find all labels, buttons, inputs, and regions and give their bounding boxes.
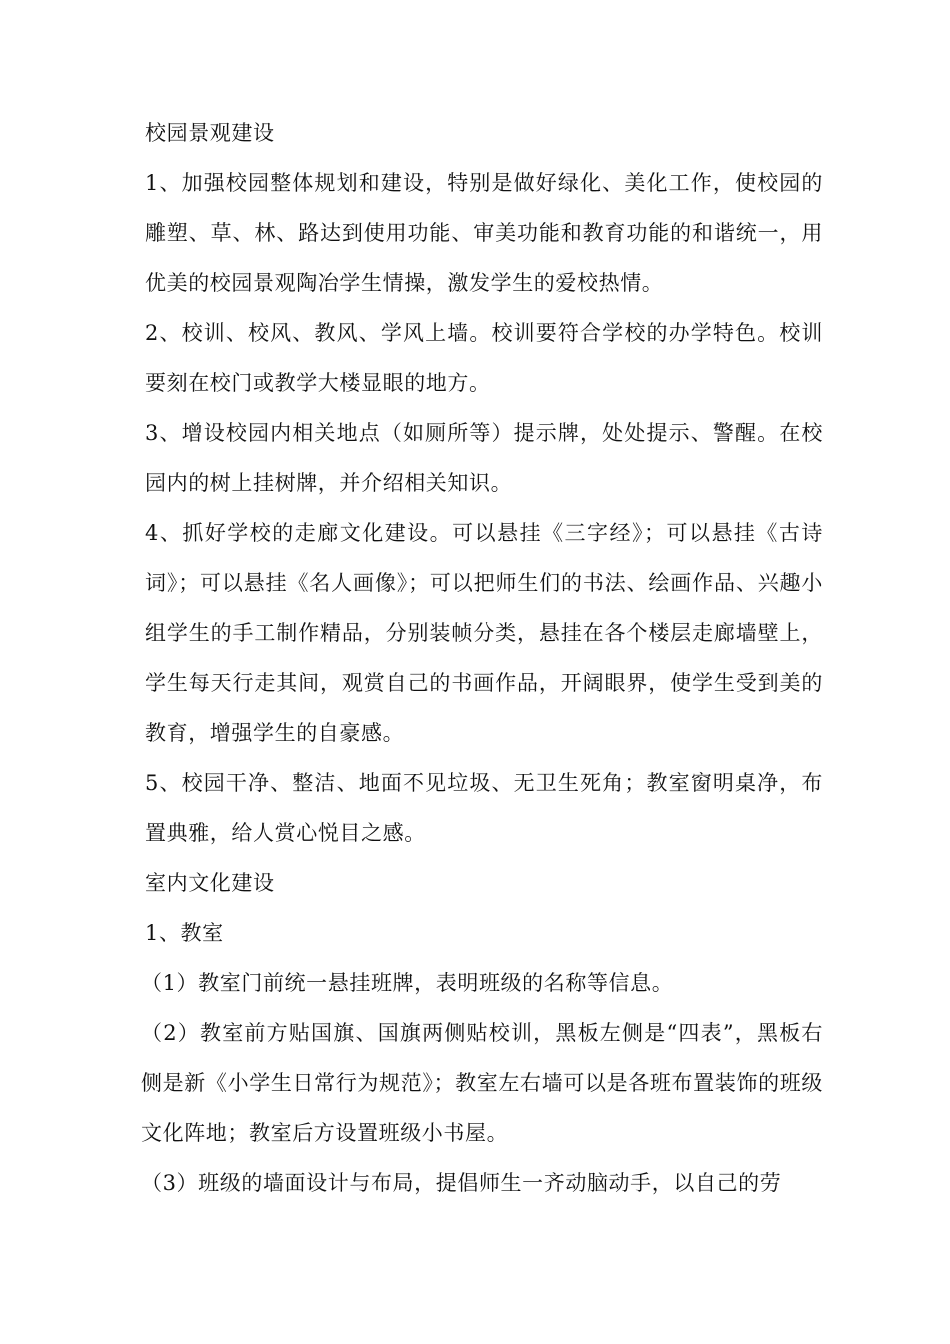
paragraph-classroom-item-1: （1）教室门前统一悬挂班牌，表明班级的名称等信息。 bbox=[141, 971, 674, 995]
paragraph-campus-item-4: 4、抓好学校的走廊文化建设。可以悬挂《三字经》；可以悬挂《古诗词》；可以悬挂《名人画像》；可以把师生们的书法、绘画作品、兴趣小组学生的手工制作精品，分别装帧分类，悬挂在各个楼层走廊墙壁上，学生每天行走其间，观赏自己的书画作品，开阔眼界，使学生受到美的教育，增强学生的自豪感。 bbox=[145, 521, 823, 745]
paragraph-classroom-item-2: （2）教室前方贴国旗、国旗两侧贴校训，黑板左侧是“四表”，黑板右侧是新《小学生日常行为规范》；教室左右墙可以是各班布置装饰的班级文化阵地；教室后方设置班级小书屋。 bbox=[141, 1021, 823, 1145]
paragraph-campus-item-2: 2、校训、校风、教风、学风上墙。校训要符合学校的办学特色。校训要刻在校门或教学大楼显眼的地方。 bbox=[145, 321, 823, 395]
section-heading-campus-landscape: 校园景观建设 bbox=[145, 121, 275, 145]
paragraph-campus-item-5: 5、校园干净、整洁、地面不见垃圾、无卫生死角；教室窗明桌净，布置典雅，给人赏心悦目之感。 bbox=[145, 771, 823, 845]
paragraph-campus-item-3: 3、增设校园内相关地点（如厕所等）提示牌，处处提示、警醒。在校园内的树上挂树牌，并介绍相关知识。 bbox=[145, 421, 823, 495]
document-body bbox=[141, 108, 823, 1208]
section-heading-indoor-culture: 室内文化建设 bbox=[145, 871, 275, 895]
paragraph-classroom-item-3: （3）班级的墙面设计与布局，提倡师生一齐动脑动手，以自己的劳 bbox=[141, 1171, 782, 1195]
subheading-classroom: 1、教室 bbox=[145, 921, 224, 945]
paragraph-campus-item-1: 1、加强校园整体规划和建设，特别是做好绿化、美化工作，使校园的雕塑、草、林、路达到使用功能、审美功能和教育功能的和谐统一，用优美的校园景观陶冶学生情操，激发学生的爱校热情。 bbox=[145, 171, 823, 295]
